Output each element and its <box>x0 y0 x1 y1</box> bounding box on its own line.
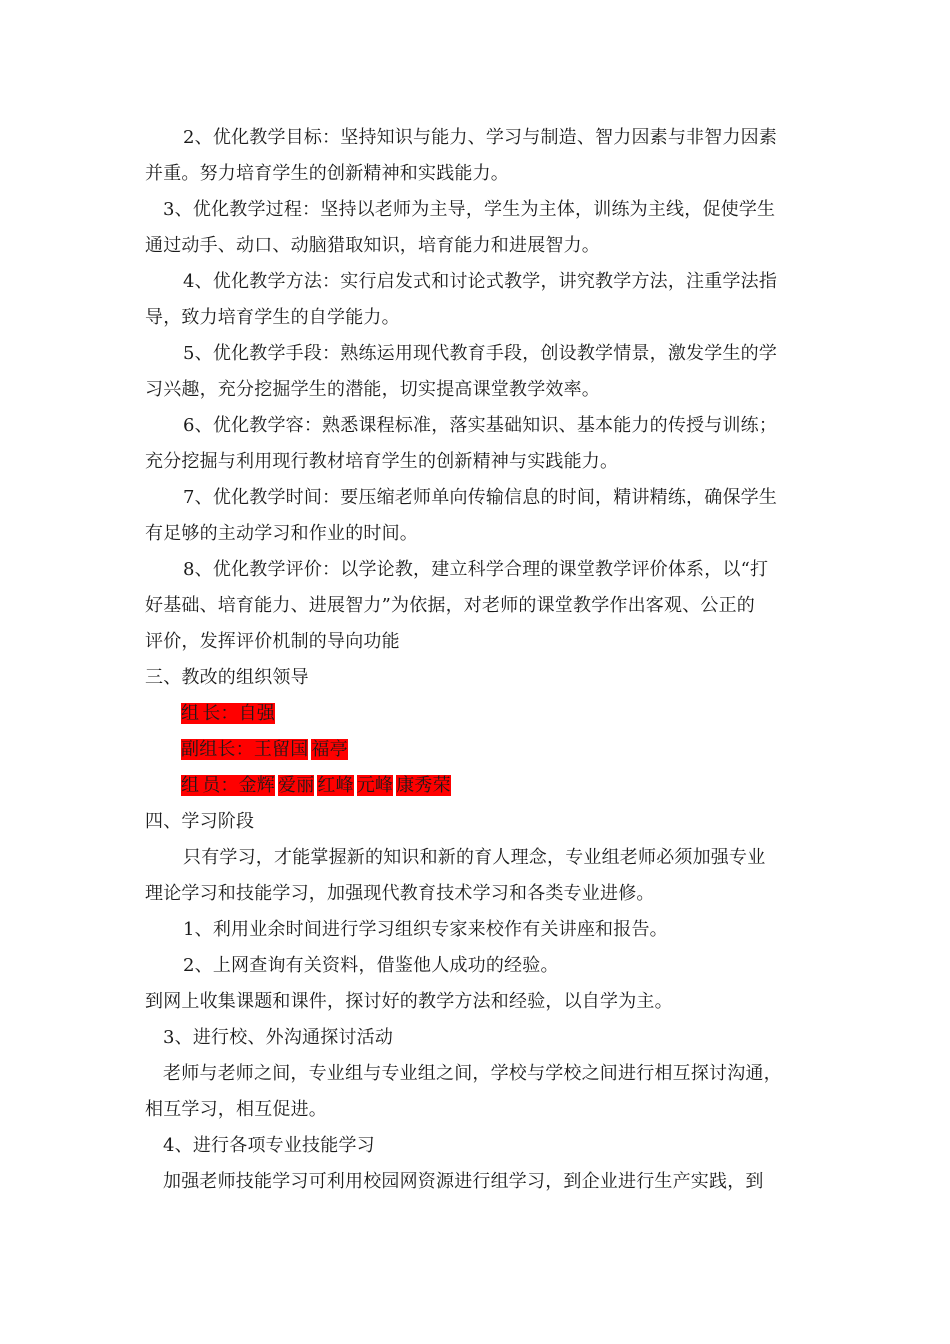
paragraph-line: 习兴趣，充分挖掘学生的潜能，切实提高课堂教学效率。 <box>145 379 600 400</box>
deputy-name: 王留国 <box>253 739 309 760</box>
section-heading: 三、教改的组织领导 <box>145 667 309 688</box>
paragraph-line: 相互学习，相互促进。 <box>145 1099 327 1120</box>
leader-name: 自强 <box>238 703 276 724</box>
paragraph-line: 通过动手、动口、动脑猎取知识，培育能力和进展智力。 <box>145 235 600 256</box>
paragraph-line: 只有学习，才能掌握新的知识和新的育人理念，专业组老师必须加强专业 <box>183 847 766 868</box>
org-deputy-line <box>181 739 348 761</box>
paragraph-line: 8、优化教学评价：以学论教，建立科学合理的课堂教学评价体系，以“打 <box>183 559 769 580</box>
section-heading: 四、学习阶段 <box>145 811 255 832</box>
paragraph-line: 4、进行各项专业技能学习 <box>163 1135 375 1156</box>
org-member-line <box>181 775 451 797</box>
paragraph-line: 评价，发挥评价机制的导向功能 <box>145 631 400 652</box>
paragraph-line: 加强老师技能学习可利用校园网资源进行组学习，到企业进行生产实践，到 <box>163 1171 764 1192</box>
paragraph-line: 1、利用业余时间进行学习组织专家来校作有关讲座和报告。 <box>183 919 668 940</box>
member-name: 康秀荣 <box>396 775 451 796</box>
paragraph-line: 并重。努力培育学生的创新精神和实践能力。 <box>145 163 509 184</box>
member-name: 红峰 <box>317 775 354 796</box>
member-name: 元峰 <box>356 775 394 796</box>
paragraph-line: 3、优化教学过程：坚持以老师为主导，学生为主体，训练为主线，促使学生 <box>163 199 776 220</box>
member-name: 爱丽 <box>278 775 315 796</box>
paragraph-line: 老师与老师之间，专业组与专业组之间，学校与学校之间进行相互探讨沟通， <box>163 1063 782 1084</box>
leader-label: 组 长： <box>181 703 239 724</box>
paragraph-line: 好基础、培育能力、进展智力”为依据，对老师的课堂教学作出客观、公正的 <box>145 595 755 616</box>
deputy-name: 福亭 <box>311 739 348 760</box>
member-label: 组 员： <box>181 775 239 796</box>
deputy-label: 副组长： <box>181 739 254 760</box>
paragraph-line: 理论学习和技能学习，加强现代教育技术学习和各类专业进修。 <box>145 883 655 904</box>
org-leader-line <box>181 703 275 725</box>
paragraph-line: 到网上收集课题和课件，探讨好的教学方法和经验，以自学为主。 <box>145 991 673 1012</box>
paragraph-line: 6、优化教学容：熟悉课程标准，落实基础知识、基本能力的传授与训练； <box>183 415 778 436</box>
paragraph-line: 2、优化教学目标：坚持知识与能力、学习与制造、智力因素与非智力因素 <box>183 127 778 148</box>
paragraph-line: 充分挖掘与利用现行教材培育学生的创新精神与实践能力。 <box>145 451 619 472</box>
paragraph-line: 5、优化教学手段：熟练运用现代教育手段，创设教学情景，激发学生的学 <box>183 343 778 364</box>
member-name: 金辉 <box>238 775 276 796</box>
paragraph-line: 有足够的主动学习和作业的时间。 <box>145 523 418 544</box>
paragraph-line: 4、优化教学方法：实行启发式和讨论式教学，讲究教学方法，注重学法指 <box>183 271 778 292</box>
paragraph-line: 7、优化教学时间：要压缩老师单向传输信息的时间，精讲精练，确保学生 <box>183 487 778 508</box>
paragraph-line: 3、进行校、外沟通探讨活动 <box>163 1027 394 1048</box>
paragraph-line: 导，致力培育学生的自学能力。 <box>145 307 400 328</box>
paragraph-line: 2、上网查询有关资料，借鉴他人成功的经验。 <box>183 955 559 976</box>
